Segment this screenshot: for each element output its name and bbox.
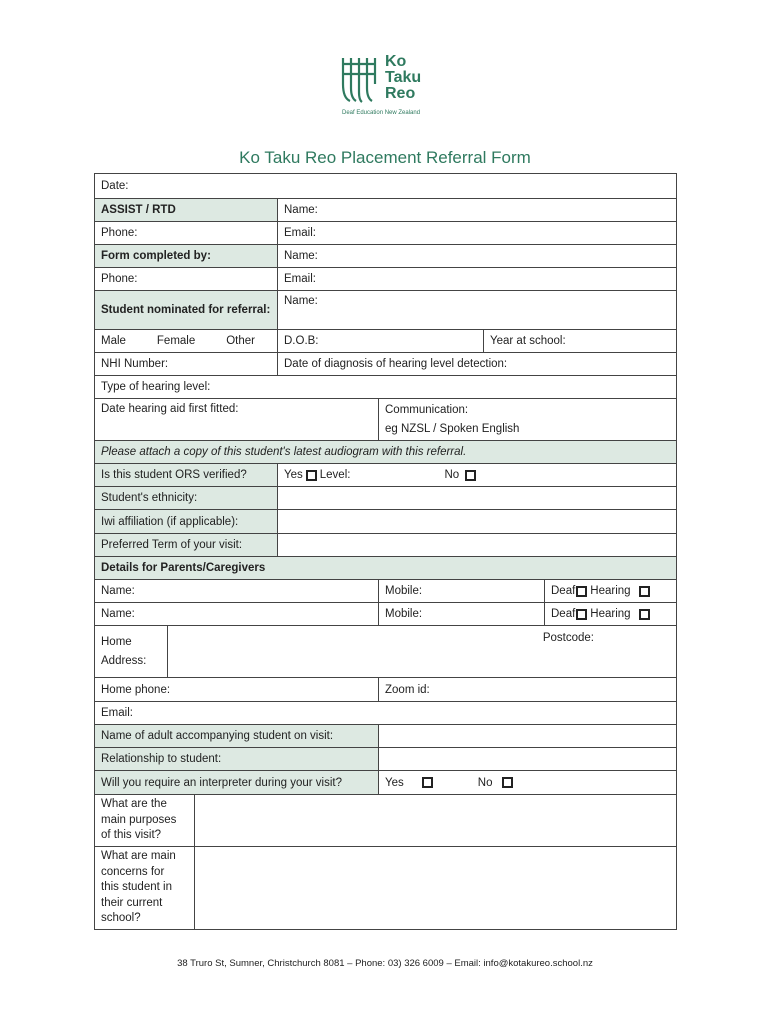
- ors-yes-label: Yes: [284, 469, 303, 481]
- student-name-field[interactable]: Name:: [277, 291, 676, 329]
- parent-2-hearing-checkbox[interactable]: [639, 609, 650, 620]
- ethnicity-label: Student's ethnicity:: [95, 487, 277, 509]
- ors-no-checkbox[interactable]: [465, 470, 476, 481]
- preferred-term-label: Preferred Term of your visit:: [95, 534, 277, 556]
- parent-2-deaf-checkbox[interactable]: [576, 609, 587, 620]
- form-row-completed-by: [95, 244, 676, 267]
- other-option[interactable]: Other: [226, 335, 255, 347]
- form-row-hearing-level: [95, 375, 676, 398]
- form-row-completed-by-phone: [95, 267, 676, 290]
- form-row-purposes: [95, 794, 676, 846]
- logo-line-2: Taku: [385, 69, 422, 86]
- parent-1-hearing-status: [544, 580, 676, 602]
- form-row-iwi: [95, 509, 676, 533]
- purposes-label-line-2: main purposes: [101, 813, 177, 826]
- communication-example: eg NZSL / Spoken English: [385, 422, 520, 435]
- iwi-input[interactable]: [277, 510, 676, 533]
- relationship-input[interactable]: [378, 748, 676, 770]
- interpreter-no-checkbox[interactable]: [502, 777, 513, 788]
- parent-1-deaf-label: Deaf: [551, 585, 576, 597]
- home-address-label-line-2: Address:: [101, 654, 147, 667]
- gender-options: [95, 330, 277, 352]
- concerns-label-line-3: this student in: [101, 881, 172, 894]
- purposes-input[interactable]: [194, 795, 676, 846]
- completed-by-phone-field[interactable]: Phone:: [101, 273, 138, 285]
- parent-email-field[interactable]: Email:: [101, 707, 133, 719]
- form-row-interpreter: [95, 770, 676, 794]
- interpreter-no-label: No: [477, 776, 493, 789]
- adult-accompanying-input[interactable]: [378, 725, 676, 747]
- purposes-label-line-1: What are the: [101, 798, 167, 811]
- form-row-concerns: [95, 846, 676, 929]
- logo-subtitle: Deaf Education New Zealand: [342, 110, 421, 116]
- hearing-level-type-field[interactable]: Type of hearing level:: [101, 381, 211, 393]
- parent-2-name-field[interactable]: Name:: [101, 608, 135, 620]
- logo: [340, 54, 440, 122]
- ors-level-label: Level:: [319, 469, 351, 481]
- zoom-id-field[interactable]: Zoom id:: [378, 678, 676, 701]
- concerns-label-line-5: school?: [101, 912, 141, 925]
- concerns-label-line-2: concerns for: [101, 865, 165, 878]
- parent-1-hearing-checkbox[interactable]: [639, 586, 650, 597]
- concerns-label-line-1: What are main: [101, 850, 176, 863]
- parent-2-deaf-label: Deaf: [551, 608, 576, 620]
- preferred-term-input[interactable]: [277, 534, 676, 556]
- parents-heading: Details for Parents/Caregivers: [101, 562, 266, 574]
- form-row-assist: [95, 198, 676, 221]
- interpreter-label: Will you require an interpreter during your visit?: [95, 771, 378, 794]
- logo-line-3: Reo: [385, 85, 416, 102]
- assist-phone-field[interactable]: Phone:: [101, 227, 138, 239]
- communication-label: Communication:: [385, 403, 469, 416]
- form-completed-by-label: Form completed by:: [101, 250, 211, 262]
- parent-1-name-field[interactable]: Name:: [101, 585, 135, 597]
- form-row-nhi: [95, 352, 676, 375]
- form-row-hearing-aid: [95, 398, 676, 440]
- concerns-input[interactable]: [194, 847, 676, 929]
- parent-2-hearing-label: Hearing: [590, 608, 631, 620]
- form-row-home-phone: [95, 677, 676, 701]
- form-row-gender: [95, 329, 676, 352]
- logo-wordmark: [385, 54, 421, 102]
- interpreter-yes-label: Yes: [385, 776, 404, 789]
- page-title: Ko Taku Reo Placement Referral Form: [239, 148, 531, 167]
- home-phone-field[interactable]: Home phone:: [101, 683, 171, 696]
- form-row-student: [95, 290, 676, 329]
- form-row-adult-accompanying: [95, 724, 676, 747]
- form-row-ethnicity: [95, 486, 676, 509]
- ors-no-label: No: [444, 469, 460, 481]
- purposes-label: [95, 795, 194, 846]
- hearing-aid-date-field[interactable]: Date hearing aid first fitted:: [101, 403, 239, 415]
- form-row-parents-heading: [95, 556, 676, 579]
- concerns-label-line-4: their current: [101, 896, 163, 909]
- completed-by-email-field[interactable]: Email:: [277, 268, 676, 290]
- interpreter-yes-checkbox[interactable]: [422, 777, 433, 788]
- iwi-label: Iwi affiliation (if applicable):: [95, 510, 277, 533]
- concerns-label: [95, 847, 194, 929]
- audiogram-note: Please attach a copy of this student's latest audiogram with this referral.: [101, 446, 467, 458]
- home-address-input[interactable]: [167, 626, 676, 677]
- home-address-label: [95, 626, 167, 677]
- year-at-school-field[interactable]: Year at school:: [483, 330, 676, 352]
- communication-field[interactable]: [378, 399, 676, 440]
- referral-form: [94, 173, 677, 930]
- form-row-parent-2: [95, 602, 676, 625]
- relationship-label: Relationship to student:: [95, 748, 378, 770]
- nhi-number-field[interactable]: NHI Number:: [101, 358, 169, 370]
- form-row-parent-1: [95, 579, 676, 602]
- student-nominated-label: Student nominated for referral:: [95, 291, 277, 329]
- assist-email-field[interactable]: Email:: [277, 222, 676, 244]
- logo-line-1: Ko: [385, 53, 407, 70]
- form-row-date: [95, 174, 676, 198]
- diagnosis-date-field[interactable]: Date of diagnosis of hearing level detection:: [277, 353, 676, 375]
- form-row-preferred-term: [95, 533, 676, 556]
- female-option[interactable]: Female: [156, 335, 196, 347]
- form-row-ors: [95, 463, 676, 486]
- parent-1-mobile-field[interactable]: Mobile:: [378, 580, 544, 602]
- home-address-label-line-1: Home: [101, 635, 132, 648]
- parent-1-hearing-label: Hearing: [590, 585, 631, 597]
- parent-2-mobile-field[interactable]: Mobile:: [378, 603, 544, 625]
- dob-field[interactable]: D.O.B:: [277, 330, 483, 352]
- purposes-label-line-3: of this visit?: [101, 829, 162, 842]
- ors-yes-checkbox[interactable]: [306, 470, 317, 481]
- ors-question-label: Is this student ORS verified?: [95, 464, 277, 486]
- completed-by-name-field[interactable]: Name:: [277, 245, 676, 267]
- date-field[interactable]: Date:: [101, 180, 129, 192]
- form-row-address: [95, 625, 676, 677]
- form-row-email: [95, 701, 676, 724]
- male-option[interactable]: Male: [101, 335, 126, 347]
- postcode-label: Postcode:: [542, 632, 594, 644]
- form-row-relationship: [95, 747, 676, 770]
- assist-name-field[interactable]: Name:: [277, 199, 676, 221]
- parent-2-hearing-status: [544, 603, 676, 625]
- interpreter-options: [378, 771, 676, 794]
- parent-1-deaf-checkbox[interactable]: [576, 586, 587, 597]
- ors-options: [277, 464, 676, 486]
- form-row-audiogram-note: [95, 440, 676, 463]
- footer-contact: 38 Truro St, Sumner, Christchurch 8081 – Phone: 03) 326 6009 – Email: info@kotakureo.school.nz: [177, 958, 593, 969]
- form-row-assist-phone: [95, 221, 676, 244]
- assist-label: ASSIST / RTD: [101, 204, 176, 216]
- logo-mark-icon: [340, 54, 378, 104]
- ethnicity-input[interactable]: [277, 487, 676, 509]
- adult-accompanying-label: Name of adult accompanying student on visit:: [95, 725, 378, 747]
